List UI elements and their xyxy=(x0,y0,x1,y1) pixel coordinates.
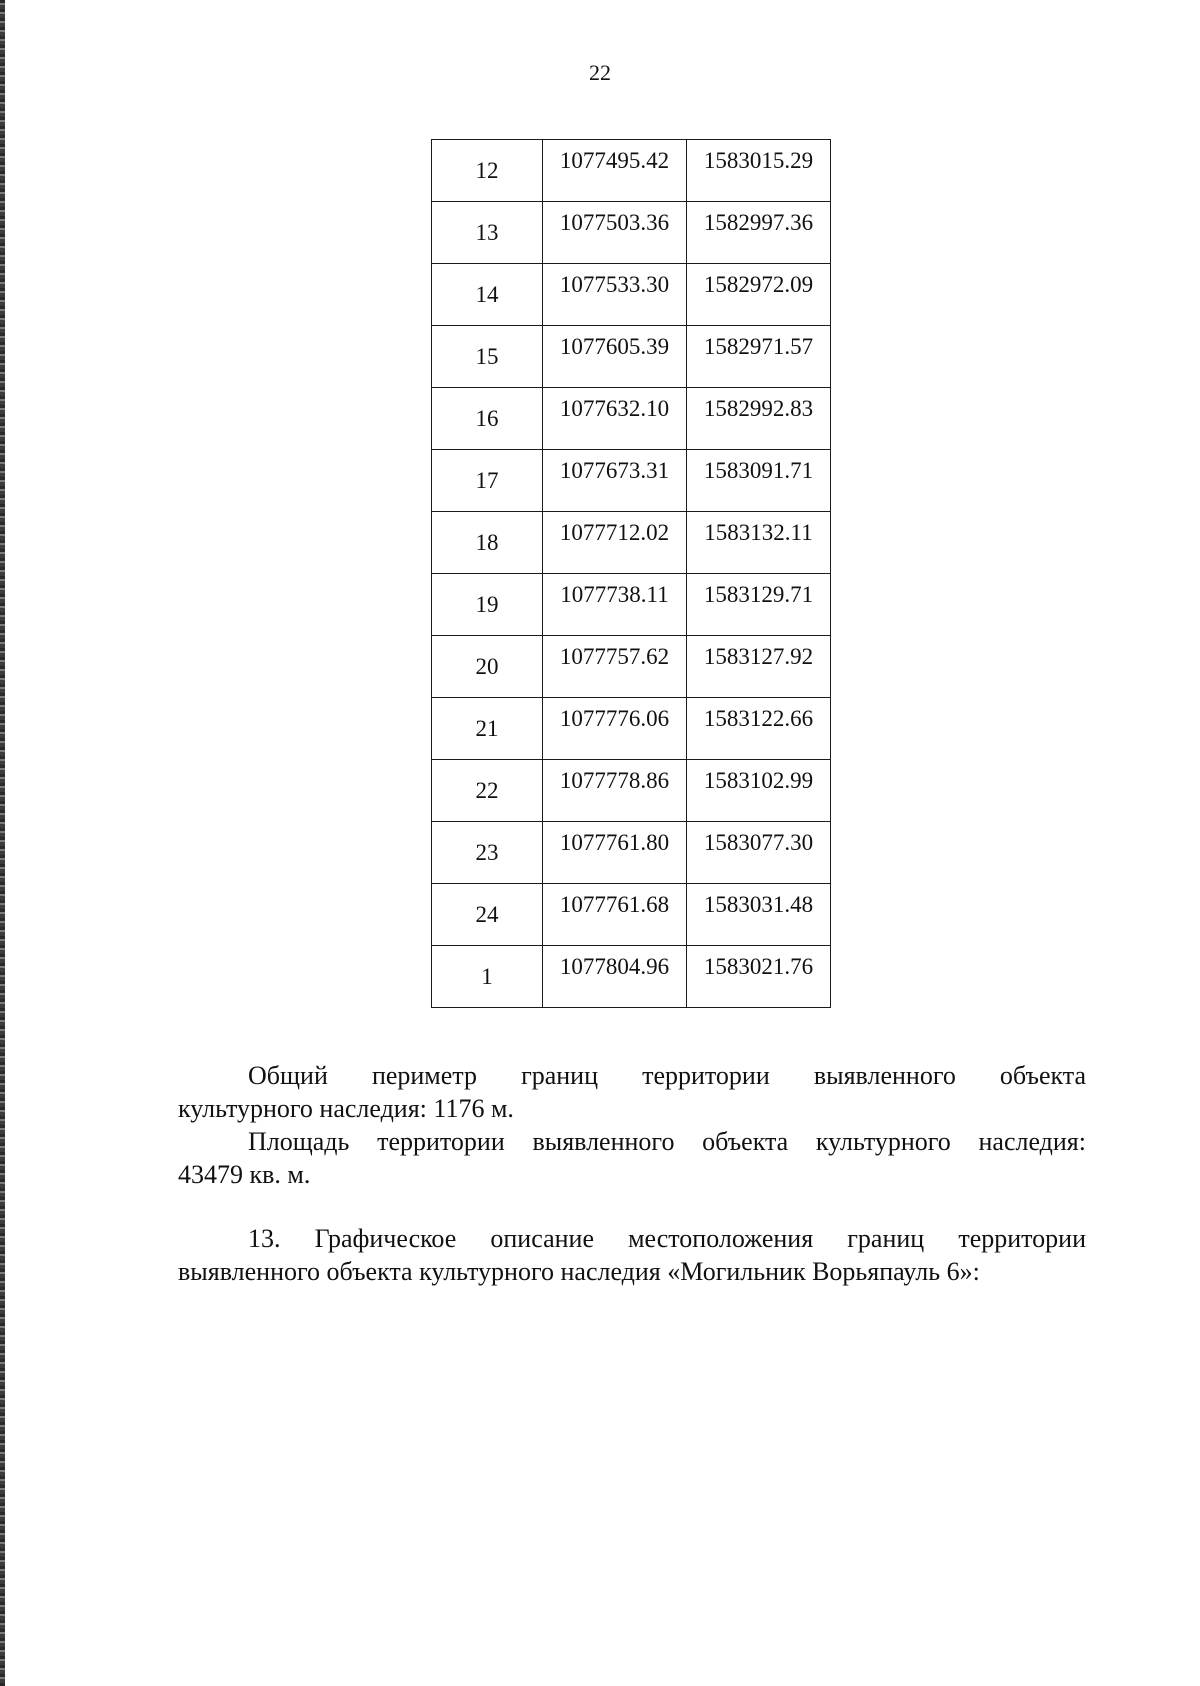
point-number-cell: 18 xyxy=(432,512,543,574)
table-row xyxy=(432,140,831,202)
table-row xyxy=(432,760,831,822)
point-number-cell: 19 xyxy=(432,574,543,636)
point-number-cell: 24 xyxy=(432,884,543,946)
coordinates-table-body xyxy=(432,140,831,1008)
table-row xyxy=(432,574,831,636)
point-number-cell: 12 xyxy=(432,140,543,202)
perimeter-line-1: Общий периметр границ территории выявленного объекта xyxy=(248,1061,1086,1090)
table-row xyxy=(432,388,831,450)
x-coordinate-cell: 1077712.02 xyxy=(543,512,687,574)
x-coordinate-cell: 1077778.86 xyxy=(543,760,687,822)
point-number-cell: 22 xyxy=(432,760,543,822)
x-coordinate-cell: 1077503.36 xyxy=(543,202,687,264)
y-coordinate-cell: 1583077.30 xyxy=(687,822,831,884)
point-number-cell: 13 xyxy=(432,202,543,264)
y-coordinate-cell: 1583127.92 xyxy=(687,636,831,698)
x-coordinate-cell: 1077738.11 xyxy=(543,574,687,636)
y-coordinate-cell: 1582992.83 xyxy=(687,388,831,450)
point-number-cell: 16 xyxy=(432,388,543,450)
area-line-2: 43479 кв. м. xyxy=(178,1160,311,1189)
point-number-cell: 21 xyxy=(432,698,543,760)
y-coordinate-cell: 1583015.29 xyxy=(687,140,831,202)
point-number-cell: 17 xyxy=(432,450,543,512)
table-row xyxy=(432,264,831,326)
point-number-cell: 1 xyxy=(432,946,543,1008)
x-coordinate-cell: 1077804.96 xyxy=(543,946,687,1008)
table-row xyxy=(432,512,831,574)
table-row xyxy=(432,202,831,264)
x-coordinate-cell: 1077533.30 xyxy=(543,264,687,326)
perimeter-paragraph xyxy=(178,1059,1086,1125)
point-number-cell: 20 xyxy=(432,636,543,698)
y-coordinate-cell: 1583091.71 xyxy=(687,450,831,512)
table-row xyxy=(432,698,831,760)
page-number: 22 xyxy=(589,60,611,85)
area-line-1: Площадь территории выявленного объекта культурного наследия: xyxy=(248,1127,1086,1156)
x-coordinate-cell: 1077761.80 xyxy=(543,822,687,884)
x-coordinate-cell: 1077632.10 xyxy=(543,388,687,450)
scan-left-edge xyxy=(0,0,5,1686)
area-paragraph xyxy=(178,1125,1086,1191)
y-coordinate-cell: 1583021.76 xyxy=(687,946,831,1008)
point-number-cell: 23 xyxy=(432,822,543,884)
section-13-paragraph xyxy=(178,1222,1086,1288)
section-13-line-2: выявленного объекта культурного наследия «Могильник Ворьяпауль 6»: xyxy=(178,1257,980,1286)
x-coordinate-cell: 1077757.62 xyxy=(543,636,687,698)
x-coordinate-cell: 1077605.39 xyxy=(543,326,687,388)
y-coordinate-cell: 1582997.36 xyxy=(687,202,831,264)
x-coordinate-cell: 1077495.42 xyxy=(543,140,687,202)
table-row xyxy=(432,884,831,946)
table-row xyxy=(432,946,831,1008)
section-13-line-1: 13. Графическое описание местоположения границ территории xyxy=(248,1224,1086,1253)
table-row xyxy=(432,450,831,512)
x-coordinate-cell: 1077673.31 xyxy=(543,450,687,512)
y-coordinate-cell: 1582972.09 xyxy=(687,264,831,326)
y-coordinate-cell: 1582971.57 xyxy=(687,326,831,388)
point-number-cell: 15 xyxy=(432,326,543,388)
x-coordinate-cell: 1077761.68 xyxy=(543,884,687,946)
y-coordinate-cell: 1583122.66 xyxy=(687,698,831,760)
perimeter-line-2: культурного наследия: 1176 м. xyxy=(178,1094,514,1123)
y-coordinate-cell: 1583102.99 xyxy=(687,760,831,822)
table-row xyxy=(432,326,831,388)
point-number-cell: 14 xyxy=(432,264,543,326)
y-coordinate-cell: 1583031.48 xyxy=(687,884,831,946)
y-coordinate-cell: 1583129.71 xyxy=(687,574,831,636)
table-row xyxy=(432,822,831,884)
coordinates-table xyxy=(431,139,831,1008)
y-coordinate-cell: 1583132.11 xyxy=(687,512,831,574)
table-row xyxy=(432,636,831,698)
x-coordinate-cell: 1077776.06 xyxy=(543,698,687,760)
